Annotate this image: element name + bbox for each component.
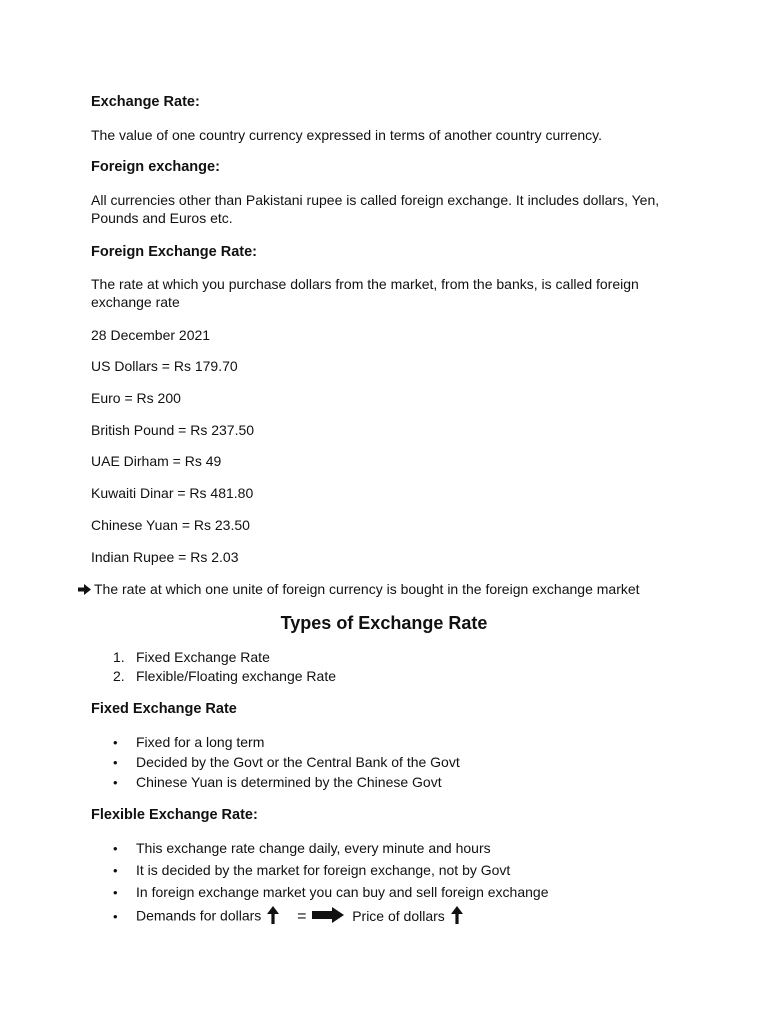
- bullet-icon: •: [113, 735, 118, 750]
- heading-foreign-exchange: Foreign exchange:: [91, 159, 220, 175]
- list-label: Fixed for a long term: [136, 734, 265, 750]
- bullet-icon: •: [113, 908, 118, 924]
- list-label: Fixed Exchange Rate: [136, 649, 270, 665]
- list-item: [113, 883, 549, 902]
- list-item: [113, 861, 510, 880]
- right-arrow-icon: [78, 581, 91, 599]
- list-item: [113, 733, 264, 752]
- list-item: [113, 753, 460, 772]
- bullet-icon: •: [113, 775, 118, 790]
- rate-item: UAE Dirham = Rs 49: [91, 453, 222, 469]
- types-title: Types of Exchange Rate: [280, 613, 488, 633]
- price-label: Price of dollars: [352, 907, 445, 924]
- list-label: It is decided by the market for foreign exchange, not by Govt: [136, 862, 511, 878]
- rate-item: US Dollars = Rs 179.70: [91, 358, 238, 374]
- rate-item: Kuwaiti Dinar = Rs 481.80: [91, 485, 254, 501]
- bullet-icon: •: [113, 863, 118, 878]
- rate-note: [78, 580, 640, 599]
- rate-item: Indian Rupee = Rs 2.03: [91, 549, 239, 565]
- rate-item: British Pound = Rs 237.50: [91, 422, 255, 438]
- demand-label: Demands for dollars: [136, 907, 262, 924]
- foreign-exchange-rate-definition: The rate at which you purchase dollars from the market, from the banks, is called foreign exchange rate: [91, 276, 639, 310]
- thick-right-arrow-icon: [312, 907, 344, 927]
- list-label: In foreign exchange market you can buy and sell foreign exchange: [136, 884, 549, 900]
- bullet-icon: •: [113, 885, 118, 900]
- list-item: [113, 839, 491, 858]
- list-label: Flexible/Floating exchange Rate: [136, 668, 337, 684]
- heading-flexible-exchange-rate: Flexible Exchange Rate:: [91, 807, 258, 823]
- list-item: [113, 648, 270, 666]
- rate-item: Euro = Rs 200: [91, 390, 181, 406]
- rate-item: Chinese Yuan = Rs 23.50: [91, 517, 250, 533]
- equals-sign: =: [297, 907, 307, 925]
- list-item: [113, 773, 442, 792]
- list-label: Chinese Yuan is determined by the Chinese Govt: [136, 774, 442, 790]
- heading-fixed-exchange-rate: Fixed Exchange Rate: [91, 701, 237, 717]
- bullet-icon: •: [113, 755, 118, 770]
- list-label: Decided by the Govt or the Central Bank of the Govt: [136, 754, 460, 770]
- heading-exchange-rate: Exchange Rate:: [91, 94, 200, 110]
- exchange-rate-definition: The value of one country currency expressed in terms of another country currency.: [91, 127, 602, 143]
- rates-date: 28 December 2021: [91, 327, 211, 343]
- up-arrow-icon: [451, 906, 463, 928]
- list-number: 2.: [113, 668, 125, 684]
- heading-foreign-exchange-rate: Foreign Exchange Rate:: [91, 244, 257, 260]
- up-arrow-icon: [267, 906, 279, 928]
- bullet-icon: •: [113, 841, 118, 856]
- foreign-exchange-definition: All currencies other than Pakistani rupee is called foreign exchange. It includes dollars, Yen, Pounds and Euros etc.: [91, 192, 660, 226]
- rate-note-text: The rate at which one unite of foreign currency is bought in the foreign exchange market: [94, 581, 640, 597]
- list-item: [113, 906, 463, 928]
- list-number: 1.: [113, 649, 125, 665]
- list-item: [113, 667, 336, 685]
- list-label: This exchange rate change daily, every minute and hours: [136, 840, 491, 856]
